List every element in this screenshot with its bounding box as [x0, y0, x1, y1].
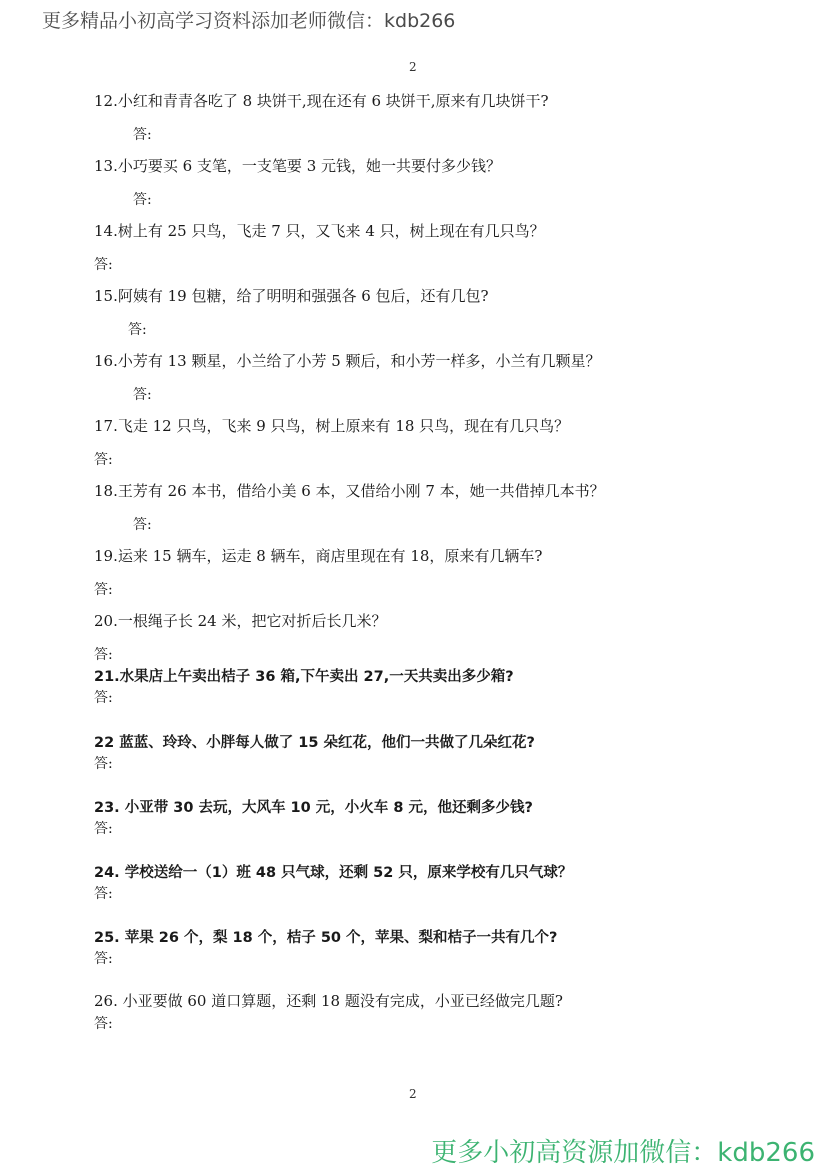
question-20: 20.一根绳子长 24 米，把它对折后长几米？ — [94, 612, 387, 630]
bottom-banner: 更多小初高资源加微信：kdb266 — [431, 1138, 815, 1168]
question-24: 24. 学校送给一（1）班 48 只气球，还剩 52 只，原来学校有几只气球？ — [94, 865, 573, 881]
answer-15: 答: — [128, 322, 147, 338]
question-22: 22 蓝蓝、玲玲、小胖每人做了 15 朵红花，他们一共做了几朵红花? — [94, 735, 535, 751]
question-15: 15.阿姨有 19 包糖，给了明明和强强各 6 包后，还有几包? — [94, 287, 489, 305]
question-18: 18.王芳有 26 本书，借给小美 6 本，又借给小刚 7 本，她一共借掉几本书？ — [94, 482, 605, 500]
top-banner: 更多精品小初高学习资料添加老师微信：kdb266 — [42, 10, 456, 32]
answer-23: 答: — [94, 821, 113, 837]
answer-26: 答: — [94, 1016, 113, 1032]
answer-13: 答: — [133, 192, 152, 208]
answer-24: 答: — [94, 886, 113, 902]
answer-20: 答: — [94, 647, 113, 663]
answer-21: 答: — [94, 690, 113, 706]
question-13: 13.小巧要买 6 支笔，一支笔要 3 元钱，她一共要付多少钱？ — [94, 157, 502, 175]
footer-page-number: 2 — [409, 1087, 417, 1101]
question-21: 21.水果店上午卖出桔子 36 箱,下午卖出 27,一天共卖出多少箱? — [94, 669, 514, 685]
question-12: 12.小红和青青各吃了 8 块饼干,现在还有 6 块饼干,原来有几块饼干? — [94, 92, 549, 110]
question-23: 23. 小亚带 30 去玩，大风车 10 元，小火车 8 元，他还剩多少钱? — [94, 800, 533, 816]
header-page-number: 2 — [409, 60, 417, 74]
answer-12: 答: — [133, 127, 152, 143]
answer-14: 答: — [94, 257, 113, 273]
answer-22: 答: — [94, 756, 113, 772]
question-25: 25. 苹果 26 个，梨 18 个，桔子 50 个，苹果、梨和桔子一共有几个? — [94, 930, 558, 946]
question-16: 16.小芳有 13 颗星，小兰给了小芳 5 颗后，和小芳一样多，小兰有几颗星？ — [94, 352, 601, 370]
question-26: 26. 小亚要做 60 道口算题，还剩 18 题没有完成，小亚已经做完几题? — [94, 992, 563, 1010]
answer-18: 答: — [133, 517, 152, 533]
question-19: 19.运来 15 辆车，运走 8 辆车，商店里现在有 18，原来有几辆车? — [94, 547, 543, 565]
question-14: 14.树上有 25 只鸟，飞走 7 只，又飞来 4 只，树上现在有几只鸟？ — [94, 222, 545, 240]
question-17: 17.飞走 12 只鸟，飞来 9 只鸟，树上原来有 18 只鸟，现在有几只鸟？ — [94, 417, 570, 435]
answer-25: 答: — [94, 951, 113, 967]
answer-19: 答: — [94, 582, 113, 598]
answer-17: 答: — [94, 452, 113, 468]
answer-16: 答: — [133, 387, 152, 403]
